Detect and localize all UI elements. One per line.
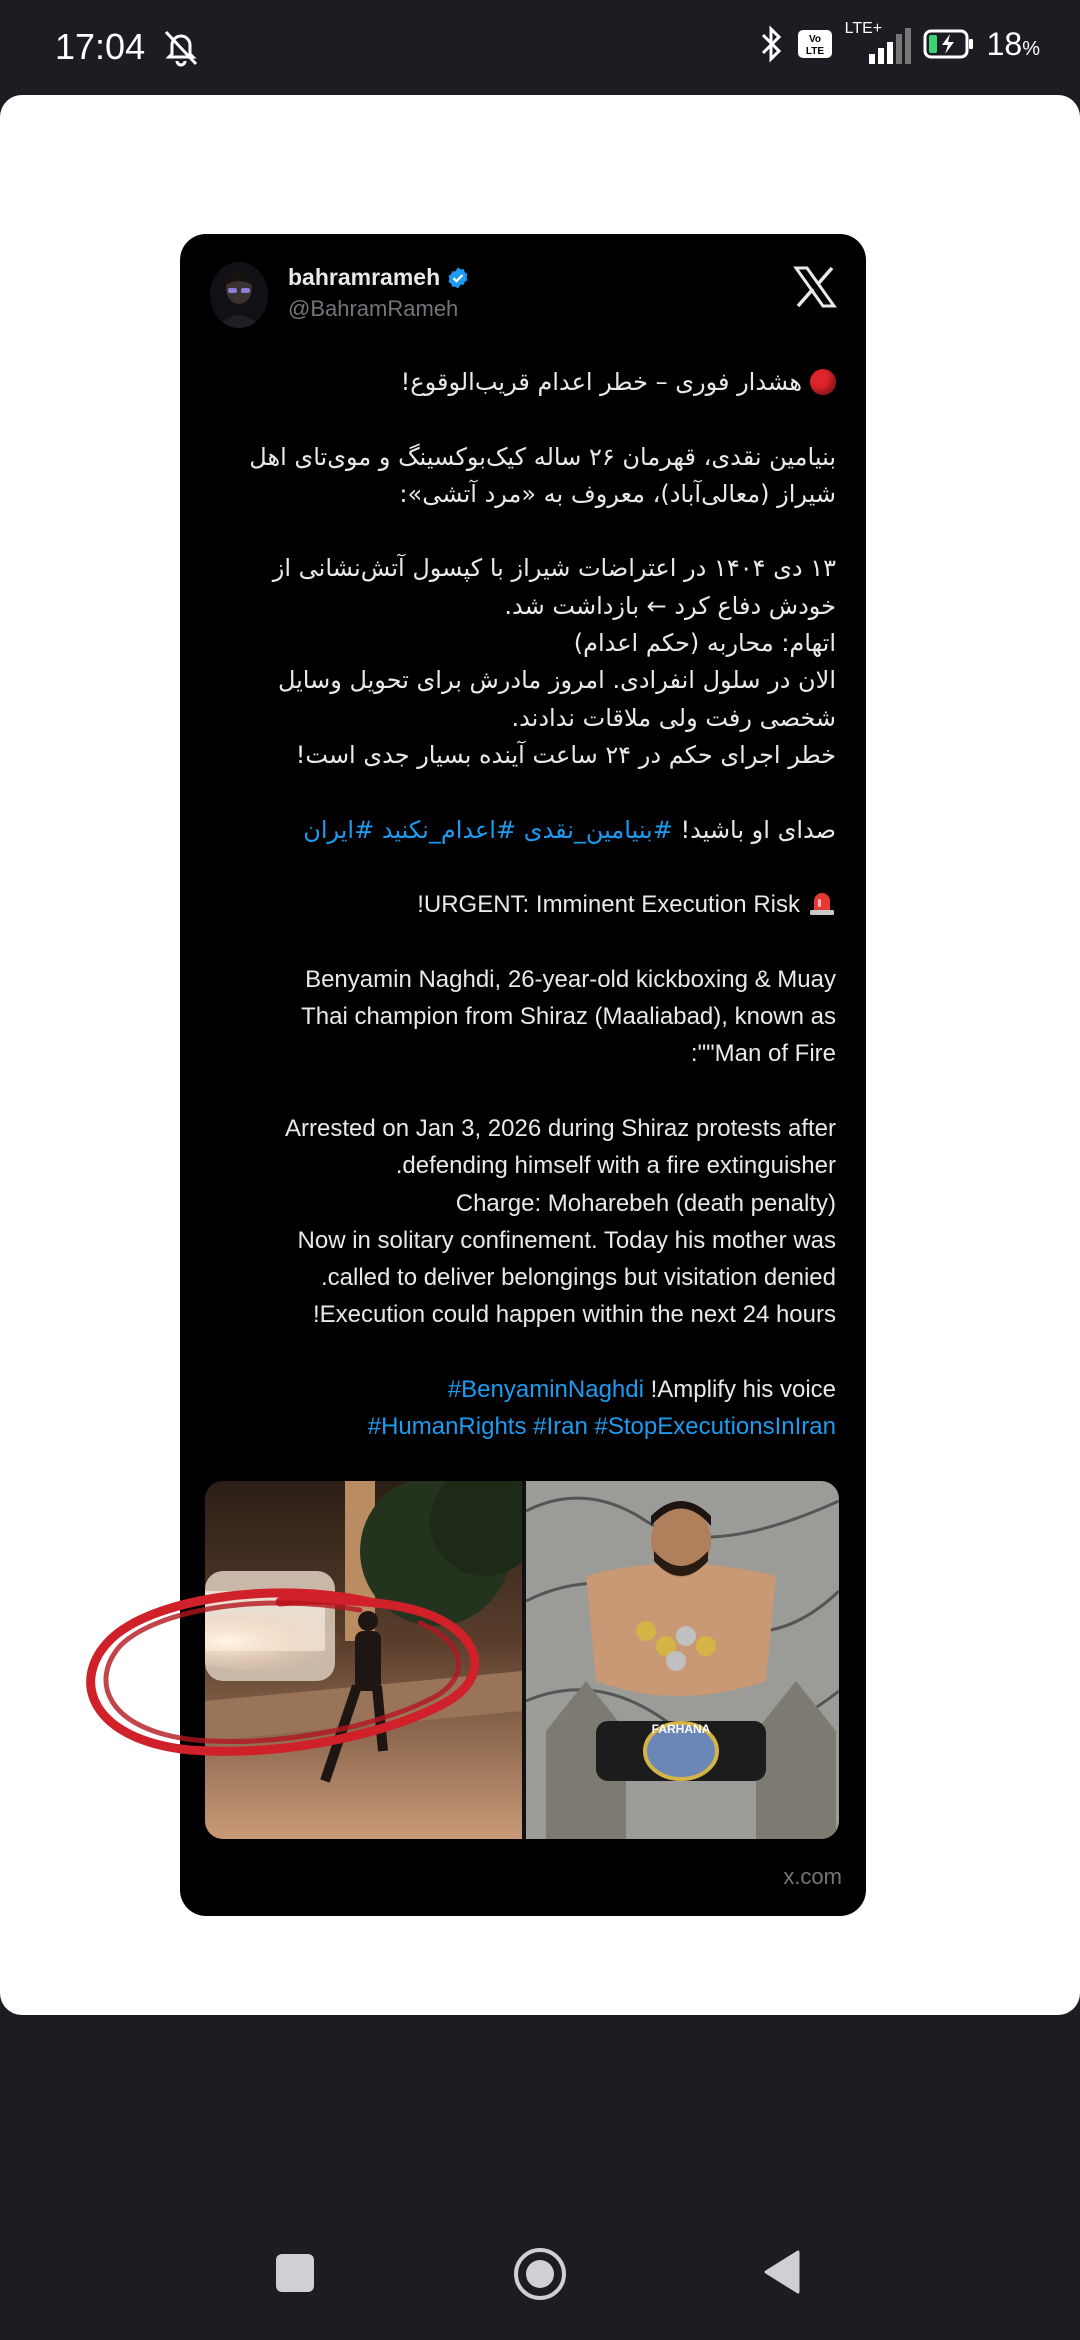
siren-emoji-icon — [808, 889, 836, 917]
english-arrest-line-4: Now in solitary confinement. Today his mother was — [297, 1226, 836, 1254]
persian-amplify-line: صدای او باشید! #بنیامین_نقدی #اعدام_نکنید #ایران — [303, 815, 836, 844]
english-intro-line-3: :""Man of Fire — [690, 1040, 836, 1068]
volte-icon — [797, 26, 833, 62]
home-circle-icon[interactable] — [512, 2246, 568, 2302]
persian-intro-paragraph: بنیامین نقدی، قهرمان ۲۶ ساله کیک‌بوکسینگ و موی‌تای اهل شیراز (معالی‌آباد)، معروف به «مرد آتشی»: — [249, 442, 836, 508]
english-intro-line-1: Benyamin Naghdi, 26-year-old kickboxing & Muay — [305, 965, 836, 993]
verified-badge-icon — [446, 266, 470, 290]
author-name-row — [288, 264, 470, 291]
english-arrest-line-6: !Execution could happen within the next 24 hours — [312, 1301, 836, 1329]
english-arrest-line-1: Arrested on Jan 3, 2026 during Shiraz protests after — [285, 1114, 836, 1142]
english-urgent-line: !URGENT: Imminent Execution Risk — [204, 886, 836, 923]
svg-text:LTE: LTE — [805, 46, 824, 57]
belt-label: FARHANA — [651, 1722, 711, 1736]
red-annotation-circle — [70, 1580, 570, 1780]
benyamin-hashtag-link[interactable]: #BenyaminNaghdi — [447, 1376, 644, 1404]
network-label: LTE+ — [844, 20, 883, 37]
tweet-text — [204, 364, 836, 1446]
back-triangle-icon[interactable] — [762, 2248, 802, 2296]
status-time: 17:04 — [55, 26, 146, 67]
red-circle-emoji-icon — [810, 369, 836, 395]
recents-square-icon[interactable] — [276, 2254, 314, 2292]
link-domain[interactable]: x.com — [783, 1864, 842, 1889]
english-hashtags-link[interactable]: #HumanRights #Iran #StopExecutionsInIran — [367, 1413, 836, 1441]
english-arrest-line-5: .called to deliver belongings but visitation denied — [320, 1264, 836, 1292]
signal-icon — [845, 22, 911, 66]
avatar[interactable] — [210, 262, 268, 328]
mute-icon — [158, 24, 204, 70]
english-intro-line-2: Thai champion from Shiraz (Maaliabad), known as — [301, 1003, 836, 1031]
status-bar — [0, 0, 1080, 96]
bluetooth-icon — [759, 24, 785, 64]
svg-text:Vo: Vo — [808, 34, 821, 45]
english-arrest-line-3: Charge: Moharebeh (death penalty) — [455, 1189, 836, 1217]
display-name[interactable]: bahramrameh — [288, 264, 441, 290]
english-amplify-line: #BenyaminNaghdi !Amplify his voice — [447, 1376, 836, 1404]
x-logo-icon[interactable] — [792, 264, 838, 310]
persian-hashtags-link[interactable]: #بنیامین_نقدی #اعدام_نکنید #ایران — [303, 815, 673, 844]
battery-charging-icon — [923, 28, 975, 60]
persian-alert-line: هشدار فوری – خطر اعدام قریب‌الوقوع! — [204, 364, 836, 401]
persian-arrest-paragraph: ۱۳ دی ۱۴۰۴ در اعتراضات شیراز با کپسول آتش‌نشانی از خودش دفاع کرد ← بازداشت شد. اتهام: محاربه (حکم اعدام) الان در سلول انفرادی. امروز مادرش برای تحویل وسایل شخصی رفت ولی ملاقات ندادند. خطر اجرای حکم در ۲۴ ساعت آینده بسیار جدی است! — [272, 554, 836, 769]
handle[interactable]: @BahramRameh — [288, 296, 459, 321]
battery-percent: 18% — [986, 25, 1040, 62]
english-arrest-line-2: .defending himself with a fire extinguisher — [395, 1152, 836, 1180]
